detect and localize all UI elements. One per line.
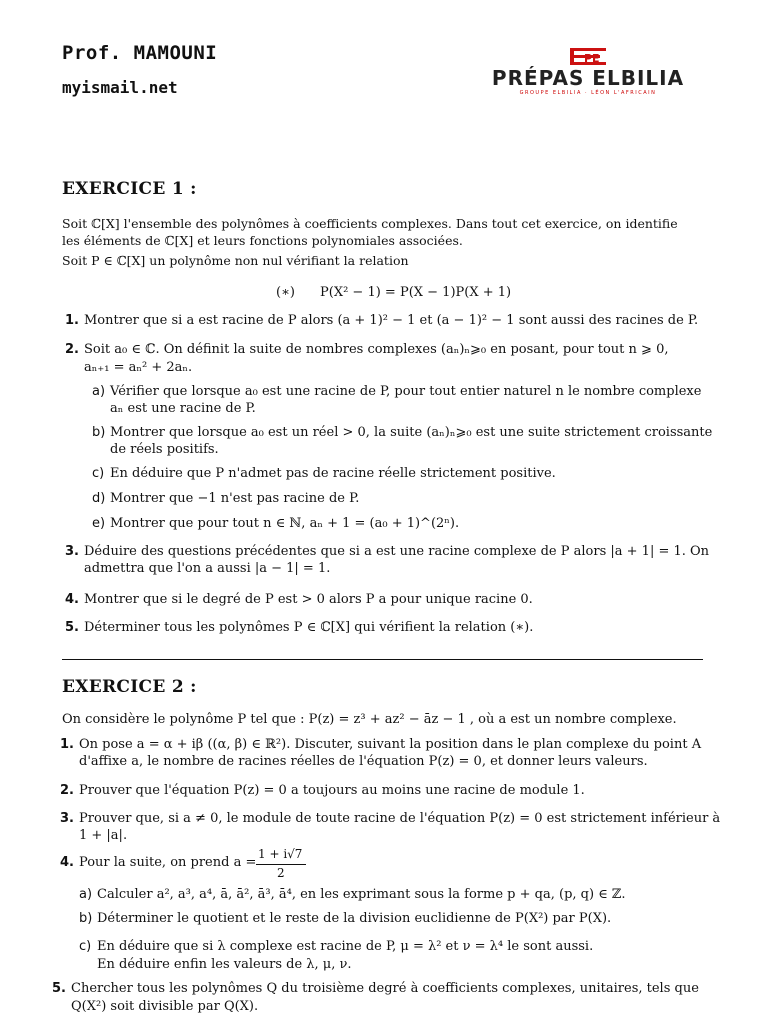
ex2-q4c-label: c): [79, 939, 92, 954]
ex1-q2d-text: Montrer que −1 n'est pas racine de P.: [110, 491, 360, 506]
ex1-q1-text: Montrer que si a est racine de P alors (a + 1)² − 1 et (a − 1)² − 1 sont aussi des racines de P.: [84, 313, 699, 328]
ex1-intro-line1: Soit ℂ[X] l'ensemble des polynômes à coefficients complexes. Dans tout cet exercice, on identifie: [62, 216, 678, 231]
ex1-q2a-label: a): [92, 384, 106, 399]
ex2-q5-line1: Chercher tous les polynômes Q du troisième degré à coefficients complexes, unitaires, tels que: [71, 981, 699, 996]
ex1-q4-number: 4.: [65, 592, 79, 607]
ex1-q2e-text: Montrer que pour tout n ∈ ℕ, aₙ + 1 = (a₀ + 1)^(2ⁿ).: [110, 516, 460, 531]
brand-tagline: GROUPE ELBILIA · LÉON L'AFRICAIN: [519, 90, 657, 96]
ex1-q4-text: Montrer que si le degré de P est > 0 alors P a pour unique racine 0.: [84, 592, 533, 607]
ex2-q3-line1: Prouver que, si a ≠ 0, le module de toute racine de l'équation P(z) = 0 est strictement inférieur à: [79, 811, 721, 826]
ex2-q5-number: 5.: [52, 981, 66, 996]
ex1-q2-line2: aₙ₊₁ = aₙ² + 2aₙ.: [84, 360, 193, 375]
prepas-elbilia-logo: [462, 46, 714, 96]
ex1-q3-number: 3.: [65, 544, 79, 559]
ex1-q2b-line2: de réels positifs.: [110, 442, 219, 457]
ex2-q1-line2: d'affixe a, le nombre de racines réelles de l'équation P(z) = 0, et donner leurs valeurs.: [79, 754, 648, 769]
ex2-q4a-label: a): [79, 887, 93, 902]
ex1-q5-number: 5.: [65, 620, 79, 635]
ex2-q1-number: 1.: [60, 737, 74, 752]
relation-formula: P(X² − 1) = P(X − 1)P(X + 1): [320, 285, 512, 300]
author-website: myismail.net: [62, 78, 178, 97]
exercise-2-title: EXERCICE 2 :: [62, 677, 197, 697]
ex2-q4-fraction-denominator: 2: [277, 866, 285, 880]
ex1-q2e-label: e): [92, 516, 106, 531]
exercise-1-title: EXERCICE 1 :: [62, 179, 197, 199]
ex1-q2a-line2: aₙ est une racine de P.: [110, 401, 256, 416]
ex1-q2b-line1: Montrer que lorsque a₀ est un réel > 0, la suite (aₙ)ₙ⩾₀ est une suite strictement croissante: [110, 425, 713, 440]
ex1-q2b-label: b): [92, 425, 106, 440]
ex1-q1-number: 1.: [65, 313, 79, 328]
ex1-q3-line1: Déduire des questions précédentes que si a est une racine complexe de P alors |a + 1| = 1. On: [84, 544, 710, 559]
ex2-q4b-text: Déterminer le quotient et le reste de la division euclidienne de P(X²) par P(X).: [97, 911, 612, 926]
ex1-intro-line3: Soit P ∈ ℂ[X] un polynôme non nul vérifiant la relation: [62, 253, 409, 268]
ex2-intro: On considère le polynôme P tel que : P(z) = z³ + az² − āz − 1 , où a est un nombre complexe.: [62, 712, 677, 727]
section-divider: [62, 659, 703, 660]
ex1-q2c-label: c): [92, 466, 105, 481]
ex1-q5-text: Déterminer tous les polynômes P ∈ ℂ[X] qui vérifient la relation (∗).: [84, 620, 534, 635]
ex1-q2-number: 2.: [65, 342, 79, 357]
ex2-q3-number: 3.: [60, 811, 74, 826]
ex2-q4-fraction-numerator: 1 + i√7: [258, 847, 303, 861]
ex1-q2-line1: Soit a₀ ∈ ℂ. On définit la suite de nombres complexes (aₙ)ₙ⩾₀ en posant, pour tout n ⩾ 0,: [84, 342, 669, 357]
relation-label: (∗): [276, 285, 295, 300]
ex2-q2-number: 2.: [60, 783, 74, 798]
ex2-q4-number: 4.: [60, 855, 74, 870]
author-name: Prof. MAMOUNI: [62, 42, 218, 64]
author-block: [62, 42, 217, 97]
brand-name: PRÉPAS ELBILIA: [491, 66, 685, 90]
ex2-q3-line2: 1 + |a|.: [79, 828, 128, 843]
ex1-q3-line2: admettra que l'on a aussi |a − 1| = 1.: [84, 561, 331, 576]
ex2-q5-line2: Q(X²) soit divisible par Q(X).: [71, 999, 259, 1014]
ex1-q2d-label: d): [92, 491, 106, 506]
ex2-q4b-label: b): [79, 911, 93, 926]
logo-initials: PE: [584, 52, 600, 65]
pe-logo-mark: [562, 46, 614, 68]
ex1-intro-line2: les éléments de ℂ[X] et leurs fonctions polynomiales associées.: [62, 233, 463, 248]
ex2-q4c-line2: En déduire enfin les valeurs de λ, μ, ν.: [97, 957, 352, 972]
ex2-q4c-line1: En déduire que si λ complexe est racine de P, μ = λ² et ν = λ⁴ le sont aussi.: [97, 939, 594, 954]
ex2-q2-text: Prouver que l'équation P(z) = 0 a toujours au moins une racine de module 1.: [79, 783, 585, 798]
ex2-q1-line1: On pose a = α + iβ ((α, β) ∈ ℝ²). Discuter, suivant la position dans le plan complexe du point A: [79, 737, 702, 752]
ex2-q4a-text: Calculer a², a³, a⁴, ā, ā², ā³, ā⁴, en les exprimant sous la forme p + qa, (p, q) ∈ ℤ.: [97, 887, 626, 902]
ex1-q2c-text: En déduire que P n'admet pas de racine réelle strictement positive.: [110, 466, 556, 481]
ex2-q4-text: Pour la suite, on prend a =: [79, 855, 257, 870]
ex1-q2a-line1: Vérifier que lorsque a₀ est une racine de P, pour tout entier naturel n le nombre complexe: [110, 384, 702, 399]
